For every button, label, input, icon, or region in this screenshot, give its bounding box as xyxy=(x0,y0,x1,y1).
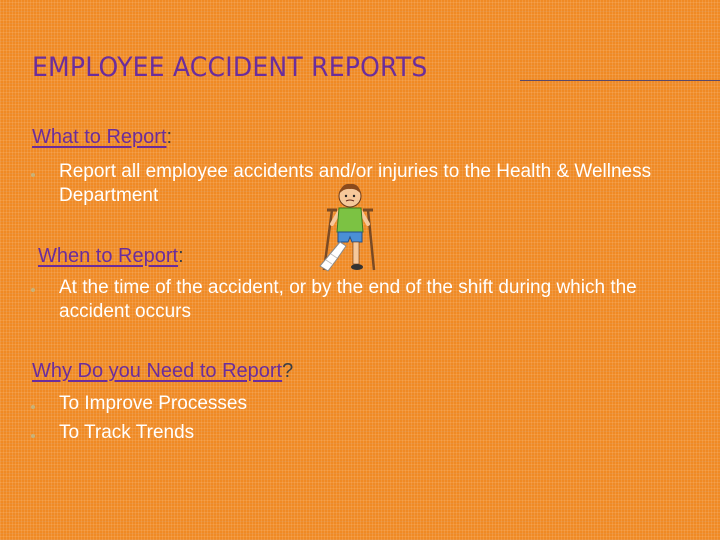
heading-label: Why Do you Need to Report xyxy=(32,360,283,382)
heading-punct: ? xyxy=(282,360,294,382)
bullet-dot xyxy=(31,173,35,177)
bullet-dot xyxy=(31,288,35,292)
heading-why-report xyxy=(32,360,293,383)
bullet-dot xyxy=(31,434,35,438)
bullet-at-the-time: At the time of the accident, or by the end of the shift during which the accident occurs xyxy=(59,277,637,322)
bullet-report-all: Report all employee accidents and/or injuries to the Health & Wellness Department xyxy=(59,161,652,206)
bullet-improve-processes: To Improve Processes xyxy=(59,393,247,414)
heading-label: When to Report xyxy=(38,245,179,267)
bullet-track-trends: To Track Trends xyxy=(59,422,195,443)
injured-boy-on-crutches-icon xyxy=(310,180,390,276)
heading-when-to-report xyxy=(38,245,184,268)
title-underline-rule xyxy=(520,80,720,81)
bullet-dot xyxy=(31,405,35,409)
heading-what-to-report xyxy=(32,126,172,149)
slide-title: EMPLOYEE ACCIDENT REPORTS xyxy=(32,52,428,83)
heading-punct: : xyxy=(178,245,184,267)
heading-punct: : xyxy=(166,126,173,148)
heading-label: What to Report xyxy=(32,126,167,148)
